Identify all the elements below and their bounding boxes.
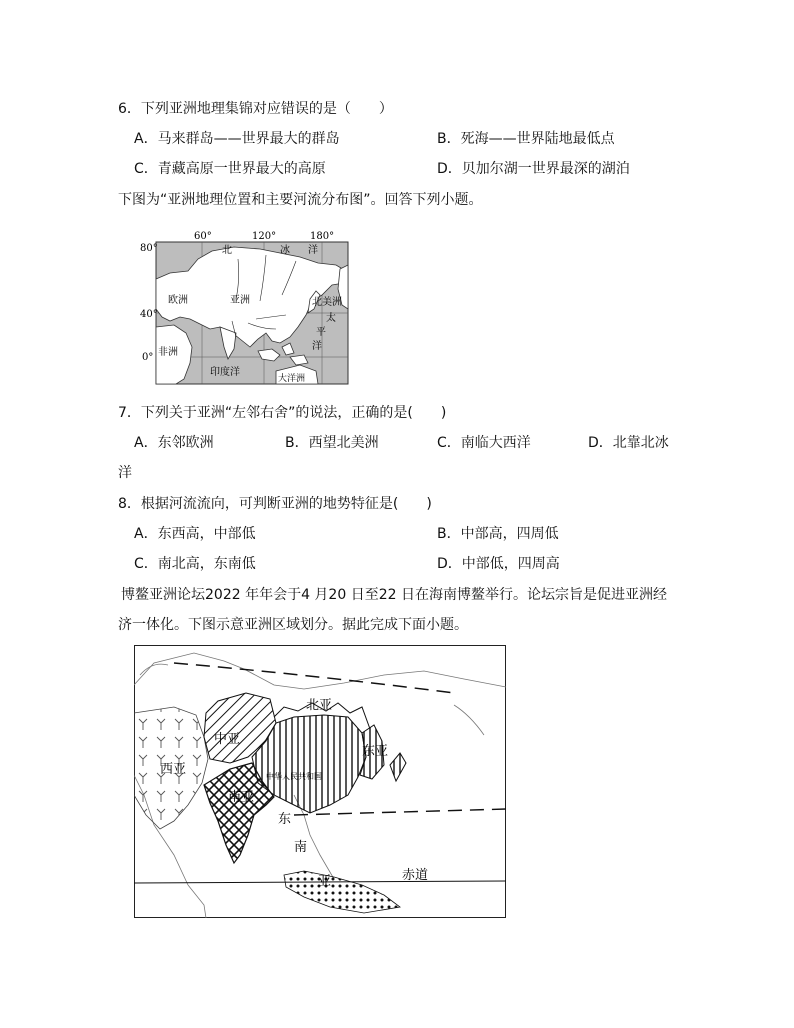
lon-tick-60: 60° bbox=[194, 231, 212, 242]
label-oceania: 大洋洲 bbox=[278, 374, 306, 384]
q8-option-c: C．南北高，东南低 bbox=[134, 556, 256, 572]
label-bing: 冰 bbox=[280, 245, 290, 256]
label-equator: 赤道 bbox=[402, 868, 429, 883]
label-asia: 亚洲 bbox=[230, 295, 250, 306]
label-east-asia: 东亚 bbox=[362, 744, 389, 759]
label-north-asia: 北亚 bbox=[306, 698, 333, 713]
label-south-asia: 南亚 bbox=[228, 790, 255, 805]
label-se-nan: 南 bbox=[294, 840, 308, 855]
label-africa: 非洲 bbox=[158, 347, 178, 358]
q6-option-d: D．贝加尔湖一世界最深的湖泊 bbox=[437, 161, 630, 177]
label-tai: 太 bbox=[326, 313, 336, 324]
q7-option-a: A．东邻欧洲 bbox=[134, 435, 214, 451]
q7-option-b: B．西望北美洲 bbox=[285, 435, 379, 451]
lat-tick-80: 80° bbox=[140, 243, 158, 254]
label-china: 中华人民共和国 bbox=[266, 772, 322, 781]
lon-tick-180: 180° bbox=[310, 231, 335, 242]
q8-option-d: D．中部低，四周高 bbox=[437, 556, 560, 572]
label-se-ya: 亚 bbox=[318, 874, 332, 889]
q6-option-c: C．青藏高原一世界最大的高原 bbox=[134, 161, 326, 177]
q7-option-c: C．南临大西洋 bbox=[437, 435, 531, 451]
q7-stem: 7．下列关于亚洲“左邻右舍”的说法，正确的是( ) bbox=[118, 405, 447, 421]
q6-option-b: B．死海——世界陆地最低点 bbox=[437, 131, 615, 147]
lat-tick-0: 0° bbox=[142, 352, 154, 363]
map2-intro-line1: 博鳌亚洲论坛2022 年年会于4 月20 日至22 日在海南博鳌举行。论坛宗旨是促进亚洲经 bbox=[121, 587, 667, 603]
q8-stem: 8．根据河流流向，可判断亚洲的地势特征是( ) bbox=[118, 496, 432, 512]
asia-regions-map bbox=[134, 645, 506, 918]
asia-location-map bbox=[140, 229, 356, 389]
lon-tick-120: 120° bbox=[252, 231, 277, 242]
label-north-america: 北美洲 bbox=[312, 297, 342, 308]
q6-option-a: A．马来群岛——世界最大的群岛 bbox=[134, 131, 340, 147]
label-se-dong: 东 bbox=[278, 812, 292, 827]
label-yang: 洋 bbox=[308, 245, 318, 256]
label-north: 北 bbox=[222, 245, 232, 256]
label-yang2: 洋 bbox=[312, 341, 322, 352]
q7-option-d: D．北靠北冰 bbox=[588, 435, 669, 451]
label-europe: 欧洲 bbox=[168, 295, 188, 306]
q7-option-d-cont: 洋 bbox=[118, 465, 132, 481]
q8-option-a: A．东西高，中部低 bbox=[134, 526, 256, 542]
map1-intro: 下图为“亚洲地理位置和主要河流分布图”。回答下列小题。 bbox=[118, 192, 483, 208]
label-central-asia: 中亚 bbox=[214, 732, 241, 747]
q6-stem: 6．下列亚洲地理集锦对应错误的是（ ） bbox=[118, 101, 393, 117]
q8-option-b: B．中部高，四周低 bbox=[437, 526, 559, 542]
lat-tick-40: 40° bbox=[140, 309, 158, 320]
map2-intro-line2: 济一体化。下图示意亚洲区域划分。据此完成下面小题。 bbox=[118, 617, 468, 633]
label-west-asia: 西亚 bbox=[160, 762, 187, 777]
label-indian-ocean: 印度洋 bbox=[210, 367, 240, 378]
label-ping: 平 bbox=[316, 327, 326, 338]
